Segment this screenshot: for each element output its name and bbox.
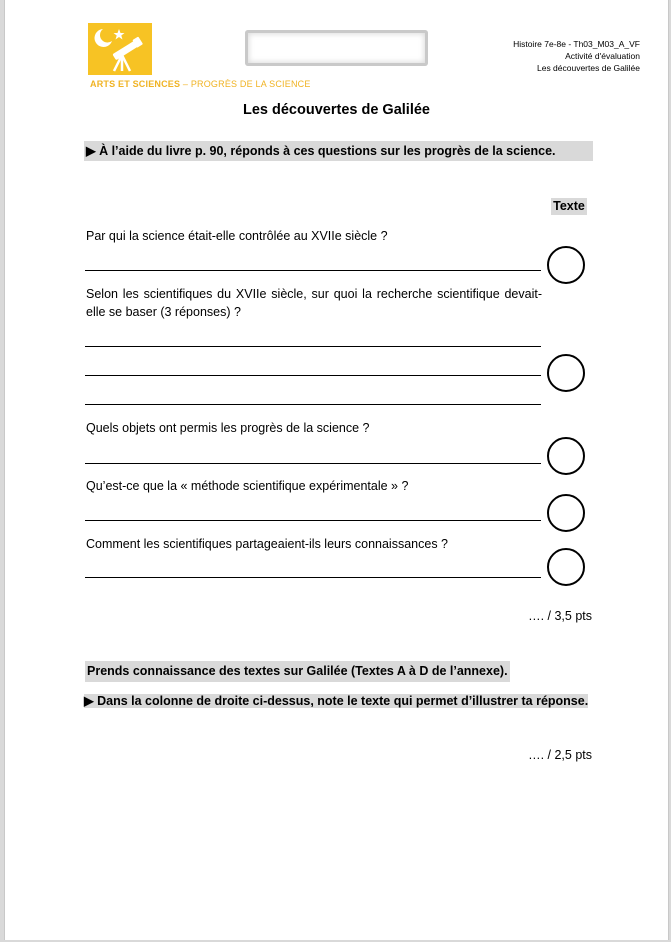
- answer-line[interactable]: [85, 520, 541, 521]
- answer-line[interactable]: [85, 270, 541, 271]
- worksheet-page: [4, 0, 669, 940]
- question-2: Selon les scientifiques du XVIIe siècle, sur quoi la recherche scientifique devait-elle se baser (3 réponses) ?: [86, 287, 542, 319]
- meta-activity-type: Activité d'évaluation: [565, 51, 640, 61]
- logo-caption: [90, 79, 311, 89]
- student-name-field[interactable]: [245, 30, 428, 66]
- question-4: Qu’est-ce que la « méthode scientifique expérimentale » ?: [86, 479, 409, 493]
- answer-line[interactable]: [85, 577, 541, 578]
- question-5: Comment les scientifiques partageaient-ils leurs connaissances ?: [86, 537, 448, 551]
- answer-line[interactable]: [85, 346, 541, 347]
- instruction-note-texte: [84, 692, 592, 711]
- texte-answer-circle[interactable]: [547, 354, 585, 392]
- score-textes: …. / 2,5 pts: [528, 748, 592, 762]
- logo-brand: ARTS ET SCIENCES: [90, 79, 181, 89]
- meta-course-code: Histoire 7e-8e - Th03_M03_A_VF: [513, 39, 640, 49]
- answer-line[interactable]: [85, 375, 541, 376]
- texte-answer-circle[interactable]: [547, 494, 585, 532]
- answer-line[interactable]: [85, 463, 541, 464]
- page-title: Les découvertes de Galilée: [243, 102, 430, 118]
- texte-answer-circle[interactable]: [547, 246, 585, 284]
- instruction-read-texts: Prends connaissance des textes sur Galilée (Textes A à D de l’annexe).: [85, 661, 510, 682]
- texte-answer-circle[interactable]: [547, 548, 585, 586]
- arts-et-sciences-logo: [88, 23, 152, 75]
- score-questions: …. / 3,5 pts: [528, 609, 592, 623]
- instruction-book-questions: ▶ À l’aide du livre p. 90, réponds à ces questions sur les progrès de la science.: [84, 141, 593, 161]
- document-meta: [445, 38, 640, 74]
- meta-activity-title: Les découvertes de Galilée: [536, 63, 640, 73]
- instruction-note-texte-text: ▶ Dans la colonne de droite ci-dessus, note le texte qui permet d’illustrer ta réponse.: [84, 694, 589, 708]
- texte-answer-circle[interactable]: [547, 437, 585, 475]
- texte-column-header: Texte: [551, 198, 587, 215]
- question-1: Par qui la science était-elle contrôlée au XVIIe siècle ?: [86, 229, 388, 243]
- answer-line[interactable]: [85, 404, 541, 405]
- logo-subtitle: PROGRÈS DE LA SCIENCE: [190, 79, 311, 89]
- logo-separator: –: [180, 79, 191, 89]
- question-3: Quels objets ont permis les progrès de la science ?: [86, 421, 370, 435]
- telescope-moon-star-icon: [88, 23, 152, 75]
